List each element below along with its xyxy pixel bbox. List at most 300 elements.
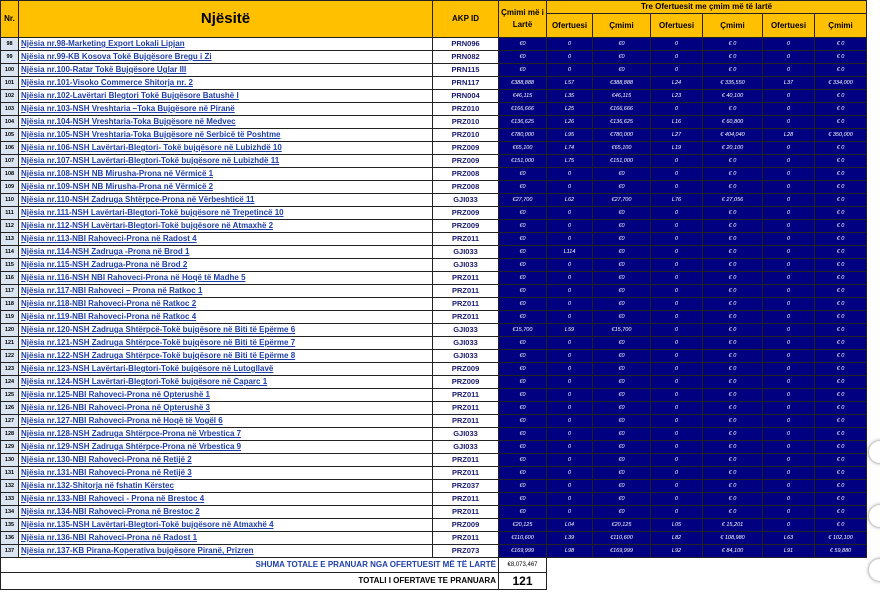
price-2: € 0 <box>703 51 763 64</box>
highest-price: €0 <box>499 480 547 493</box>
price-1: €0 <box>593 207 651 220</box>
bidder-1: L98 <box>547 545 593 558</box>
price-3: € 0 <box>815 168 867 181</box>
price-1: €0 <box>593 441 651 454</box>
row-number: 112 <box>1 220 19 233</box>
price-2: € 0 <box>703 428 763 441</box>
highest-price: €0 <box>499 51 547 64</box>
table-row <box>1 493 867 506</box>
table-row <box>1 129 867 142</box>
price-2: € 0 <box>703 64 763 77</box>
price-3: € 0 <box>815 363 867 376</box>
price-1: €136,625 <box>593 116 651 129</box>
akp-id: PRZ011 <box>433 272 499 285</box>
unit-link[interactable]: Njësia nr.127-NBI Rahoveci-Prona në Hoqë të Vogël 6 <box>19 415 433 428</box>
row-number: 120 <box>1 324 19 337</box>
bidder-1: L59 <box>547 324 593 337</box>
table-row <box>1 77 867 90</box>
akp-id: PRZ009 <box>433 220 499 233</box>
table-row <box>1 311 867 324</box>
bidder-3: 0 <box>763 298 815 311</box>
unit-link[interactable]: Njësia nr.133-NBI Rahoveci - Prona në Brestoc 4 <box>19 493 433 506</box>
bidder-2: L82 <box>651 532 703 545</box>
unit-link[interactable]: Njësia nr.108-NSH NB Mirusha-Prona në Vërmicë 1 <box>19 168 433 181</box>
price-2: € 0 <box>703 259 763 272</box>
bidder-1: L39 <box>547 532 593 545</box>
price-3: € 350,000 <box>815 129 867 142</box>
price-1: €20,125 <box>593 519 651 532</box>
row-number: 127 <box>1 415 19 428</box>
unit-link[interactable]: Njësia nr.102-Lavërtari Blegtori Tokë Bujqësore Batushë I <box>19 90 433 103</box>
price-1: €166,666 <box>593 103 651 116</box>
bidder-2: 0 <box>651 285 703 298</box>
unit-link[interactable]: Njësia nr.124-NSH Lavërtari-Blegtori-Tokë bujqësore në Caparc 1 <box>19 376 433 389</box>
unit-link[interactable]: Njësia nr.137-KB Pirana-Koperativa bujqësore Piranë, Prizren <box>19 545 433 558</box>
table-row <box>1 376 867 389</box>
bidder-1: L75 <box>547 155 593 168</box>
table-row <box>1 220 867 233</box>
akp-id: PRN082 <box>433 51 499 64</box>
row-number: 131 <box>1 467 19 480</box>
offers-total-label: TOTALI I OFERTAVE TE PRANUARA <box>1 573 499 590</box>
akp-id: PRZ009 <box>433 142 499 155</box>
table-row <box>1 480 867 493</box>
table-row <box>1 402 867 415</box>
bidder-1: L114 <box>547 246 593 259</box>
bidder-2: 0 <box>651 428 703 441</box>
bidder-1: 0 <box>547 376 593 389</box>
akp-id: PRZ011 <box>433 298 499 311</box>
bidder-1: L57 <box>547 77 593 90</box>
scroll-button-2[interactable] <box>868 504 880 528</box>
unit-link[interactable]: Njësia nr.131-NBI Rahoveci-Prona në Retijë 3 <box>19 467 433 480</box>
unit-link[interactable]: Njësia nr.117-NBI Rahoveci – Prona në Ratkoc 1 <box>19 285 433 298</box>
price-2: € 27,056 <box>703 194 763 207</box>
price-2: € 0 <box>703 168 763 181</box>
unit-link[interactable]: Njësia nr.112-NSH Lavërtari-Blegtori-Tokë bujqësore në Atmaxhë 2 <box>19 220 433 233</box>
table-body <box>1 38 867 558</box>
bidder-1: L62 <box>547 194 593 207</box>
highest-price: €0 <box>499 428 547 441</box>
row-number: 128 <box>1 428 19 441</box>
price-1: €0 <box>593 337 651 350</box>
highest-price: €0 <box>499 220 547 233</box>
table-row <box>1 389 867 402</box>
scroll-button-3[interactable] <box>868 558 880 582</box>
bidder-3: L63 <box>763 532 815 545</box>
akp-id: GJI033 <box>433 194 499 207</box>
unit-link[interactable]: Njësia nr.136-NBI Rahoveci-Prona në Radost 1 <box>19 532 433 545</box>
akp-id: PRZ009 <box>433 155 499 168</box>
unit-link[interactable]: Njësia nr.106-NSH Lavërtari-Blegtori- Tokë bujqësore në Lubizhdë 10 <box>19 142 433 155</box>
price-1: €0 <box>593 64 651 77</box>
price-1: €0 <box>593 168 651 181</box>
table-row <box>1 519 867 532</box>
akp-id: PRZ008 <box>433 181 499 194</box>
unit-link[interactable]: Njësia nr.101-Visoko Commerce Shitorja nr. 2 <box>19 77 433 90</box>
table-row <box>1 38 867 51</box>
price-3: € 0 <box>815 90 867 103</box>
row-number: 102 <box>1 90 19 103</box>
price-1: €151,000 <box>593 155 651 168</box>
table-row <box>1 454 867 467</box>
bidder-2: 0 <box>651 454 703 467</box>
price-1: €0 <box>593 311 651 324</box>
unit-link[interactable]: Njësia nr.114-NSH Zadruga -Prona në Brod 1 <box>19 246 433 259</box>
price-3: € 0 <box>815 415 867 428</box>
price-3: € 0 <box>815 337 867 350</box>
price-3: € 59,880 <box>815 545 867 558</box>
highest-price: €15,700 <box>499 324 547 337</box>
row-number: 117 <box>1 285 19 298</box>
bidder-3: 0 <box>763 441 815 454</box>
price-2: € 0 <box>703 220 763 233</box>
bidder-2: L92 <box>651 545 703 558</box>
highest-price: €27,700 <box>499 194 547 207</box>
table-row <box>1 337 867 350</box>
row-number: 107 <box>1 155 19 168</box>
table-row <box>1 103 867 116</box>
bidder-3: 0 <box>763 38 815 51</box>
price-2: € 84,100 <box>703 545 763 558</box>
price-3: € 0 <box>815 506 867 519</box>
unit-link[interactable]: Njësia nr.126-NBI Rahoveci-Prona në Opterushë 3 <box>19 402 433 415</box>
akp-id: PRZ011 <box>433 532 499 545</box>
row-number: 99 <box>1 51 19 64</box>
bidder-3: 0 <box>763 220 815 233</box>
price-3: € 0 <box>815 402 867 415</box>
unit-link[interactable]: Njësia nr.119-NBI Rahoveci-Prona në Ratkoc 4 <box>19 311 433 324</box>
price-2: € 0 <box>703 415 763 428</box>
price-1: €0 <box>593 246 651 259</box>
table-row <box>1 181 867 194</box>
header-cmimi-3: Çmimi <box>815 14 867 38</box>
akp-id: PRZ011 <box>433 454 499 467</box>
highest-price: €0 <box>499 272 547 285</box>
price-1: €388,888 <box>593 77 651 90</box>
bidder-2: 0 <box>651 207 703 220</box>
unit-link[interactable]: Njësia nr.121-NSH Zadruga Shtërpce-Tokë bujqësore në Biti të Epërme 7 <box>19 337 433 350</box>
highest-price: €0 <box>499 285 547 298</box>
bidder-2: 0 <box>651 246 703 259</box>
bidder-3: 0 <box>763 116 815 129</box>
row-number: 133 <box>1 493 19 506</box>
row-number: 122 <box>1 350 19 363</box>
unit-link[interactable]: Njësia nr.123-NSH Lavërtari-Blegtori-Tokë bujqësore në Lutogllavë <box>19 363 433 376</box>
price-1: €0 <box>593 402 651 415</box>
price-3: € 0 <box>815 285 867 298</box>
row-number: 126 <box>1 402 19 415</box>
header-cmimi-larte: Çmimi më i Lartë <box>499 1 547 38</box>
row-number: 135 <box>1 519 19 532</box>
price-2: € 0 <box>703 363 763 376</box>
row-number: 119 <box>1 311 19 324</box>
unit-link[interactable]: Njësia nr.125-NBI Rahoveci-Prona në Opterushë 1 <box>19 389 433 402</box>
price-1: €46,115 <box>593 90 651 103</box>
table-row <box>1 246 867 259</box>
unit-link[interactable]: Njësia nr.130-NBI Rahoveci-Prona në Retijë 2 <box>19 454 433 467</box>
bidder-1: 0 <box>547 168 593 181</box>
price-1: €0 <box>593 467 651 480</box>
bidder-3: 0 <box>763 155 815 168</box>
table-row <box>1 532 867 545</box>
bidder-1: 0 <box>547 51 593 64</box>
highest-price: €0 <box>499 350 547 363</box>
bidder-1: 0 <box>547 506 593 519</box>
header-njesite: Njësitë <box>19 1 433 38</box>
price-2: € 0 <box>703 246 763 259</box>
bidder-1: 0 <box>547 207 593 220</box>
price-3: € 0 <box>815 246 867 259</box>
price-1: €0 <box>593 350 651 363</box>
price-3: € 0 <box>815 207 867 220</box>
table-row <box>1 233 867 246</box>
price-2: € 0 <box>703 493 763 506</box>
bidder-1: 0 <box>547 480 593 493</box>
bidder-1: 0 <box>547 389 593 402</box>
bidder-3: L91 <box>763 545 815 558</box>
scroll-button-1[interactable] <box>868 440 880 464</box>
price-2: € 0 <box>703 441 763 454</box>
table-row <box>1 324 867 337</box>
akp-id: PRZ011 <box>433 493 499 506</box>
row-number: 124 <box>1 376 19 389</box>
bidder-2: 0 <box>651 64 703 77</box>
bidder-1: 0 <box>547 363 593 376</box>
unit-link[interactable]: Njësia nr.110-NSH Zadruga Shtërpce-Prona në Vërbeshticë 11 <box>19 194 433 207</box>
unit-link[interactable]: Njësia nr.129-NSH Zadruga Shtërpce-Prona në Vrbestica 9 <box>19 441 433 454</box>
price-2: € 0 <box>703 233 763 246</box>
bidder-3: 0 <box>763 246 815 259</box>
price-1: €0 <box>593 376 651 389</box>
unit-link[interactable]: Njësia nr.111-NSH Lavërtari-Blegtori-Tokë bujqësore në Trepetincë 10 <box>19 207 433 220</box>
price-3: € 0 <box>815 272 867 285</box>
unit-link[interactable]: Njësia nr.109-NSH NB Mirusha-Prona në Vërmicë 2 <box>19 181 433 194</box>
bidder-3: 0 <box>763 506 815 519</box>
highest-price: €46,115 <box>499 90 547 103</box>
unit-link[interactable]: Njësia nr.134-NBI Rahoveci-Prona në Brestoc 2 <box>19 506 433 519</box>
bidder-3: L28 <box>763 129 815 142</box>
price-1: €0 <box>593 259 651 272</box>
bidder-2: 0 <box>651 441 703 454</box>
bidder-3: 0 <box>763 337 815 350</box>
price-3: € 0 <box>815 519 867 532</box>
bidder-1: 0 <box>547 64 593 77</box>
bidder-2: 0 <box>651 324 703 337</box>
akp-id: PRZ009 <box>433 519 499 532</box>
row-number: 129 <box>1 441 19 454</box>
price-3: € 0 <box>815 350 867 363</box>
table-row <box>1 545 867 558</box>
bidder-1: 0 <box>547 454 593 467</box>
price-2: € 15,201 <box>703 519 763 532</box>
row-number: 136 <box>1 532 19 545</box>
bidder-2: 0 <box>651 506 703 519</box>
price-1: €0 <box>593 493 651 506</box>
bidder-3: 0 <box>763 272 815 285</box>
bidder-3: 0 <box>763 259 815 272</box>
bidder-2: 0 <box>651 233 703 246</box>
header-nr: Nr. <box>1 1 19 38</box>
price-1: €15,700 <box>593 324 651 337</box>
unit-link[interactable]: Njësia nr.132-Shitorja në fshatin Kërstec <box>19 480 433 493</box>
price-2: € 0 <box>703 467 763 480</box>
price-2: € 0 <box>703 480 763 493</box>
header-cmimi-1: Çmimi <box>593 14 651 38</box>
bidder-3: 0 <box>763 168 815 181</box>
highest-price: €0 <box>499 64 547 77</box>
price-2: € 335,550 <box>703 77 763 90</box>
bidder-1: L04 <box>547 519 593 532</box>
bidder-1: 0 <box>547 467 593 480</box>
price-1: €0 <box>593 363 651 376</box>
unit-link[interactable]: Njësia nr.135-NSH Lavërtari-Blegtori-Tokë bujqësore në Atmaxhë 4 <box>19 519 433 532</box>
akp-id: PRZ009 <box>433 207 499 220</box>
table-row <box>1 142 867 155</box>
unit-link[interactable]: Njësia nr.100-Ratar Tokë Bujqësore Uglar III <box>19 64 433 77</box>
price-2: € 0 <box>703 181 763 194</box>
price-2: € 0 <box>703 38 763 51</box>
bidder-1: 0 <box>547 272 593 285</box>
bidder-1: 0 <box>547 181 593 194</box>
price-3: € 334,000 <box>815 77 867 90</box>
row-number: 137 <box>1 545 19 558</box>
unit-link[interactable]: Njësia nr.122-NSH Zadruga Shtërpce-Tokë bujqësore në Biti të Epërme 8 <box>19 350 433 363</box>
row-number: 116 <box>1 272 19 285</box>
bidder-1: 0 <box>547 311 593 324</box>
header-tre-ofertuesit: Tre Ofertuesit me çmim më të lartë <box>547 1 867 14</box>
row-number: 125 <box>1 389 19 402</box>
bidder-2: L27 <box>651 129 703 142</box>
price-1: €110,600 <box>593 532 651 545</box>
bidder-3: 0 <box>763 51 815 64</box>
price-3: € 0 <box>815 155 867 168</box>
highest-price: €0 <box>499 376 547 389</box>
unit-link[interactable]: Njësia nr.99-KB Kosova Tokë Bujqësore Bregu i Zi <box>19 51 433 64</box>
highest-price: €0 <box>499 207 547 220</box>
bidder-2: 0 <box>651 376 703 389</box>
unit-link[interactable]: Njësia nr.118-NBI Rahoveci-Prona në Ratkoc 2 <box>19 298 433 311</box>
akp-id: PRZ010 <box>433 103 499 116</box>
row-number: 113 <box>1 233 19 246</box>
table-row <box>1 90 867 103</box>
highest-price: €151,000 <box>499 155 547 168</box>
unit-link[interactable]: Njësia nr.98-Marketing Export Lokali Lipjan <box>19 38 433 51</box>
price-1: €0 <box>593 220 651 233</box>
table-row <box>1 155 867 168</box>
price-2: € 0 <box>703 376 763 389</box>
bidder-2: 0 <box>651 480 703 493</box>
akp-id: PRZ011 <box>433 506 499 519</box>
table-row <box>1 506 867 519</box>
header-cmimi-2: Çmimi <box>703 14 763 38</box>
bidder-2: 0 <box>651 220 703 233</box>
bidder-1: L25 <box>547 103 593 116</box>
bidder-3: 0 <box>763 454 815 467</box>
bidder-2: 0 <box>651 389 703 402</box>
table-row <box>1 116 867 129</box>
akp-id: PRN004 <box>433 90 499 103</box>
bidder-3: 0 <box>763 64 815 77</box>
row-number: 111 <box>1 207 19 220</box>
unit-link[interactable]: Njësia nr.113-NBI Rahoveci-Prona në Radost 4 <box>19 233 433 246</box>
unit-link[interactable]: Njësia nr.103-NSH Vreshtaria –Toka Bujqësore në Piranë <box>19 103 433 116</box>
bidder-1: L74 <box>547 142 593 155</box>
highest-price: €0 <box>499 168 547 181</box>
unit-link[interactable]: Njësia nr.128-NSH Zadruga Shtërpce-Prona në Vrbestica 7 <box>19 428 433 441</box>
price-2: € 0 <box>703 272 763 285</box>
bidder-2: 0 <box>651 493 703 506</box>
price-1: €0 <box>593 38 651 51</box>
highest-price: €166,666 <box>499 103 547 116</box>
bidder-3: 0 <box>763 389 815 402</box>
price-3: € 0 <box>815 142 867 155</box>
price-1: €0 <box>593 272 651 285</box>
bidder-2: L19 <box>651 142 703 155</box>
unit-link[interactable]: Njësia nr.107-NSH Lavërtari-Blegtori-Tokë bujqësore në Lubizhdë 11 <box>19 155 433 168</box>
unit-link[interactable]: Njësia nr.105-NSH Vreshtaria-Toka Bujqësore në Serbicë të Poshtme <box>19 129 433 142</box>
row-number: 98 <box>1 38 19 51</box>
bidder-3: 0 <box>763 207 815 220</box>
unit-link[interactable]: Njësia nr.120-NSH Zadruga Shtërpcë-Tokë bujqësore në Biti të Epërme 6 <box>19 324 433 337</box>
bidder-1: 0 <box>547 493 593 506</box>
unit-link[interactable]: Njësia nr.104-NSH Vreshtaria-Toka Bujqësore në Medvec <box>19 116 433 129</box>
price-3: € 0 <box>815 389 867 402</box>
table-row <box>1 350 867 363</box>
bidder-1: L26 <box>547 116 593 129</box>
bidder-1: 0 <box>547 415 593 428</box>
price-2: € 40,100 <box>703 90 763 103</box>
table-row <box>1 272 867 285</box>
akp-id: PRN096 <box>433 38 499 51</box>
highest-price: €136,625 <box>499 116 547 129</box>
row-number: 108 <box>1 168 19 181</box>
sum-total-value: €8,073,467 <box>499 558 547 573</box>
unit-link[interactable]: Njësia nr.116-NSH NBI Rahoveci-Prona në Hoqë të Madhe 5 <box>19 272 433 285</box>
price-2: € 0 <box>703 285 763 298</box>
highest-price: €0 <box>499 337 547 350</box>
akp-id: PRZ037 <box>433 480 499 493</box>
akp-id: PRZ011 <box>433 285 499 298</box>
bidder-2: 0 <box>651 350 703 363</box>
bidder-3: 0 <box>763 142 815 155</box>
akp-id: PRZ011 <box>433 311 499 324</box>
table-row <box>1 64 867 77</box>
akp-id: PRZ011 <box>433 415 499 428</box>
akp-id: GJI033 <box>433 259 499 272</box>
bidder-3: 0 <box>763 493 815 506</box>
price-1: €0 <box>593 51 651 64</box>
bidder-3: 0 <box>763 194 815 207</box>
price-3: € 0 <box>815 38 867 51</box>
akp-id: PRZ009 <box>433 363 499 376</box>
highest-price: €0 <box>499 181 547 194</box>
bidder-3: 0 <box>763 428 815 441</box>
akp-id: PRZ011 <box>433 389 499 402</box>
unit-link[interactable]: Njësia nr.115-NSH Zadruga-Prona në Brod 2 <box>19 259 433 272</box>
bidder-2: 0 <box>651 155 703 168</box>
table-row <box>1 168 867 181</box>
price-3: € 0 <box>815 103 867 116</box>
bidder-1: 0 <box>547 259 593 272</box>
highest-price: €169,999 <box>499 545 547 558</box>
highest-price: €0 <box>499 402 547 415</box>
price-2: € 0 <box>703 298 763 311</box>
bidder-3: 0 <box>763 324 815 337</box>
bidder-2: 0 <box>651 38 703 51</box>
price-2: € 0 <box>703 402 763 415</box>
price-1: €169,999 <box>593 545 651 558</box>
